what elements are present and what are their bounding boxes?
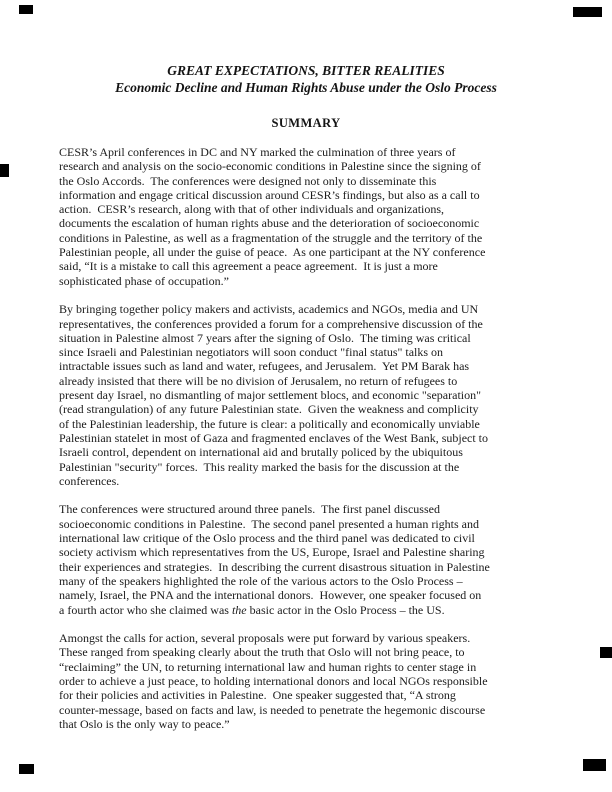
text-line: Palestinian statelet in most of Gaza and fragmented enclaves of the West Bank, subject to — [59, 430, 489, 445]
text-line: information and engage critical discussion around CESR’s findings, but also as a call to — [59, 187, 480, 202]
text-line: said, “It is a mistake to call this agreement a peace agreement. It is just a more — [59, 259, 438, 274]
scan-mark-bottom-left-icon — [19, 764, 34, 774]
section-heading-summary: SUMMARY — [271, 116, 341, 130]
text-line: since Israeli and Palestinian negotiators will soon conduct "final status" talks on — [59, 345, 444, 360]
text-line: Palestinian people, all under the guise of peace. As one participant at the NY conference — [59, 245, 486, 260]
text-line: (read strangulation) of any future Palestinian state. Given the weakness and complicity — [59, 402, 479, 417]
text-line: sophisticated phase of occupation.” — [59, 273, 229, 288]
text-line: research and analysis on the socio-economic conditions in Palestine since the signing of — [59, 159, 481, 174]
scan-mark-top-left-icon — [19, 5, 33, 14]
paragraph — [59, 302, 559, 488]
text-line: representatives, the conferences provided a forum for a comprehensive discussion of the — [59, 316, 483, 331]
document-title-line2: Economic Decline and Human Rights Abuse under the Oslo Process — [115, 80, 497, 95]
scan-mark-right-edge-icon — [600, 647, 612, 658]
paragraph — [59, 631, 559, 731]
text-line: socioeconomic conditions in Palestine. The second panel presented a human rights and — [59, 516, 480, 531]
text-line: Israeli control, dependent on international aid and brutally policed by the ubiquitous — [59, 445, 463, 460]
text-line: CESR’s April conferences in DC and NY marked the culmination of three years of — [59, 145, 456, 159]
text-line: present day Israel, no dismantling of major settlement blocs, and economic "separation" — [59, 388, 482, 403]
text-line: These ranged from speaking clearly about the truth that Oslo will not bring peace, to — [59, 645, 465, 660]
text-line: many of the speakers highlighted the role of the various actors to the Oslo Process – — [59, 573, 463, 588]
text-line: a fourth actor who she claimed was the basic actor in the Oslo Process – the US. — [59, 602, 445, 617]
text-line: already insisted that there will be no division of Jerusalem, no return of refugees to — [59, 373, 458, 388]
text-line: By bringing together policy makers and activists, academics and NGOs, media and UN — [59, 302, 479, 317]
document-title — [0, 62, 612, 96]
paragraph — [59, 502, 559, 616]
text-line: Palestinian "security" forces. This reality marked the basis for the discussion at the — [59, 459, 460, 474]
document-body — [59, 145, 559, 745]
document-title-line1: GREAT EXPECTATIONS, BITTER REALITIES — [167, 63, 445, 78]
text-line: The conferences were structured around three panels. The first panel discussed — [59, 502, 440, 517]
text-line: international law critique of the Oslo process and the third panel was dedicated to civil — [59, 531, 475, 546]
text-line: the Oslo Accords. The conferences were designed not only to disseminate this — [59, 173, 437, 188]
text-line: of the Palestinian leadership, the future is clear: a politically and economically unviable — [59, 416, 480, 431]
text-line: order to achieve a just peace, to holding international donors and local NGOs responsible — [59, 673, 488, 688]
text-line: documents the escalation of human rights abuse and the deterioration of socioeconomic — [59, 216, 480, 231]
text-line: namely, Israel, the PNA and the international donors. However, one speaker focused on — [59, 588, 482, 603]
text-line: action. CESR’s research, along with that of other individuals and organizations, — [59, 202, 445, 217]
paragraph — [59, 145, 559, 288]
scan-mark-left-edge-icon — [0, 164, 9, 177]
text-line: conferences. — [59, 473, 120, 488]
text-line: situation in Palestine almost 7 years after the signing of Oslo. The timing was critical — [59, 330, 471, 345]
text-line: conditions in Palestine, as well as a fragmentation of the struggle and the territory of the — [59, 230, 483, 245]
text-line: intractable issues such as land and water, refugees, and Jerusalem. Yet PM Barak has — [59, 359, 470, 374]
text-line: counter-message, based on facts and law, is needed to penetrate the hegemonic discourse — [59, 702, 486, 717]
text-line: that Oslo is the only way to peace.” — [59, 716, 230, 731]
text-line: Amongst the calls for action, several proposals were put forward by various speakers. — [59, 631, 471, 646]
scan-mark-top-right-icon — [573, 7, 602, 17]
scan-mark-bottom-right-icon — [583, 759, 606, 771]
text-line: their experiences and strategies. In describing the current disastrous situation in Palestine — [59, 559, 490, 574]
text-line: society activism which representatives from the US, Europe, Israel and Palestine sharing — [59, 545, 485, 560]
text-line: “reclaiming” the UN, to returning international law and human rights to center stage in — [59, 659, 477, 674]
text-line: for their policies and activities in Palestine. One speaker suggested that, “A strong — [59, 688, 456, 703]
